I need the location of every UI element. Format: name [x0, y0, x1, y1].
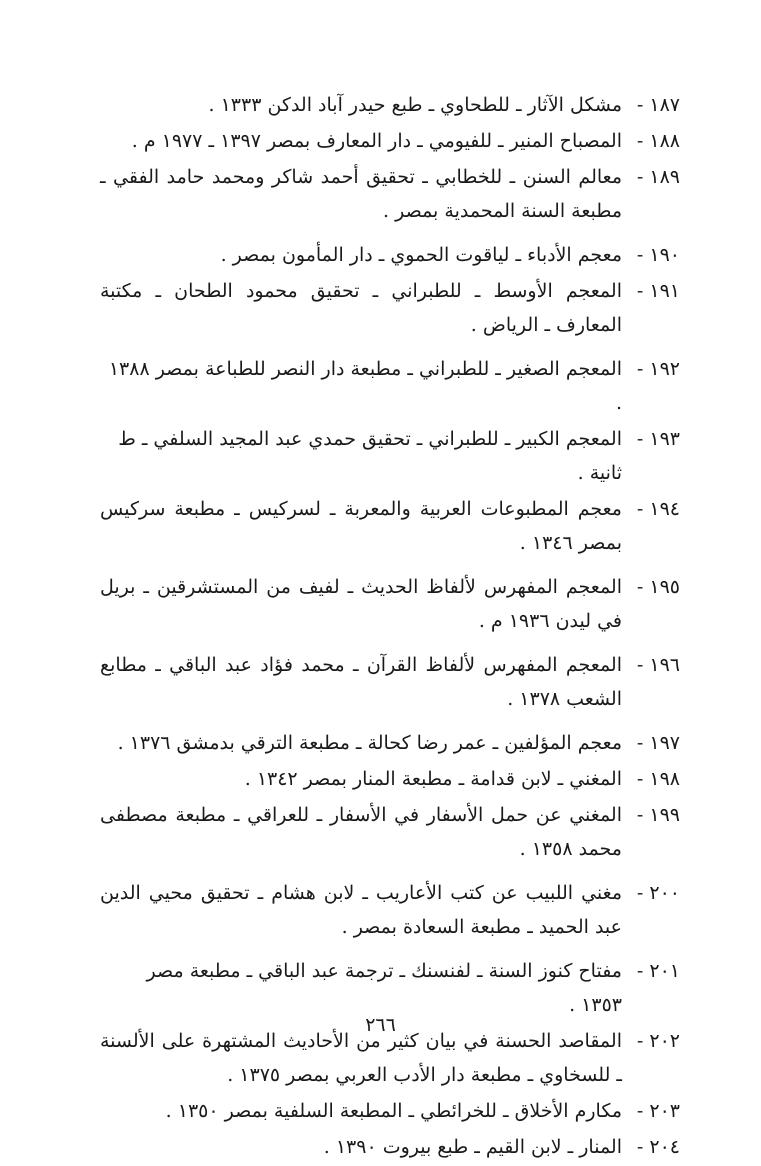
reference-entry-194 — [100, 492, 680, 560]
reference-entry-195 — [100, 570, 680, 638]
reference-entry-197 — [100, 726, 680, 760]
entry-text: معالم السنن ـ للخطابي ـ تحقيق أحمد شاكر ومحمد حامد الفقي ـ مطبعة السنة المحمدية بمصر . — [100, 166, 622, 222]
reference-entry-201 — [100, 954, 680, 1022]
reference-entry-189 — [100, 160, 680, 228]
reference-entry-204 — [100, 1130, 680, 1164]
entry-text: مفتاح كنوز السنة ـ لفنسنك ـ ترجمة عبد الباقي ـ مطبعة مصر ١٣٥٣ . — [146, 960, 622, 1016]
reference-entry-198 — [100, 762, 680, 796]
entry-number: ٢٠٤ - — [636, 1136, 680, 1158]
entry-text: المعجم المفهرس لألفاظ الحديث ـ لفيف من المستشرقين ـ بريل في ليدن ١٩٣٦ م . — [100, 576, 622, 632]
entry-text: المعجم المفهرس لألفاظ القرآن ـ محمد فؤاد عبد الباقي ـ مطابع الشعب ١٣٧٨ . — [100, 654, 622, 710]
entry-number: ٢٠٣ - — [636, 1100, 680, 1122]
reference-entry-203 — [100, 1094, 680, 1128]
entry-number: ١٩٤ - — [636, 498, 680, 520]
entry-number: ١٨٨ - — [636, 130, 680, 152]
reference-entry-196 — [100, 648, 680, 716]
reference-entry-187 — [100, 88, 680, 122]
entry-text: مكارم الأخلاق ـ للخرائطي ـ المطبعة السلفية بمصر ١٣٥٠ . — [165, 1100, 622, 1122]
entry-text: المعجم الأوسط ـ للطبراني ـ تحقيق محمود الطحان ـ مكتبة المعارف ـ الرياض . — [100, 280, 622, 336]
entry-text: المعجم الكبير ـ للطبراني ـ تحقيق حمدي عبد المجيد السلفي ـ ط ثانية . — [118, 428, 622, 484]
reference-entry-188 — [100, 124, 680, 158]
references-list — [100, 88, 680, 1166]
reference-entry-199 — [100, 798, 680, 866]
entry-text: معجم الأدباء ـ لياقوت الحموي ـ دار المأمون بمصر . — [220, 244, 622, 266]
entry-number: ١٩٥ - — [636, 576, 680, 598]
entry-number: ١٨٧ - — [636, 94, 680, 116]
entry-number: ٢٠٢ - — [636, 1030, 680, 1052]
entry-number: ١٩٠ - — [636, 244, 680, 266]
reference-entry-190 — [100, 238, 680, 272]
entry-number: ١٨٩ - — [636, 166, 680, 188]
reference-entry-200 — [100, 876, 680, 944]
entry-number: ١٩٩ - — [636, 804, 680, 826]
entry-number: ١٩١ - — [636, 280, 680, 302]
entry-text: مشكل الآثار ـ للطحاوي ـ طبع حيدر آباد الدكن ١٣٣٣ . — [208, 94, 622, 116]
entry-number: ١٩٢ - — [636, 358, 680, 380]
entry-text: المغني عن حمل الأسفار في الأسفار ـ للعراقي ـ مطبعة مصطفى محمد ١٣٥٨ . — [100, 804, 622, 860]
reference-entry-191 — [100, 274, 680, 342]
entry-text: مغني اللبيب عن كتب الأعاريب ـ لابن هشام ـ تحقيق محيي الدين عبد الحميد ـ مطبعة السعادة بمصر . — [100, 882, 622, 938]
entry-number: ١٩٦ - — [636, 654, 680, 676]
entry-number: ١٩٧ - — [636, 732, 680, 754]
page-number: ٢٦٦ — [365, 1014, 396, 1036]
entry-text: المغني ـ لابن قدامة ـ مطبعة المنار بمصر ١٣٤٢ . — [244, 768, 622, 790]
entry-text: المقاصد الحسنة في بيان كثير من الأحاديث المشتهرة على الألسنة ـ للسخاوي ـ مطبعة دار الأدب العربي بمصر ١٣٧٥ . — [100, 1030, 622, 1086]
entry-text: المصباح المنير ـ للفيومي ـ دار المعارف بمصر ١٣٩٧ ـ ١٩٧٧ م . — [131, 130, 622, 152]
reference-entry-193 — [100, 422, 680, 490]
entry-number: ١٩٣ - — [636, 428, 680, 450]
entry-number: ٢٠٠ - — [636, 882, 680, 904]
entry-text: المنار ـ لابن القيم ـ طبع بيروت ١٣٩٠ . — [323, 1136, 622, 1158]
entry-text: معجم المطبوعات العربية والمعربة ـ لسركيس ـ مطبعة سركيس بمصر ١٣٤٦ . — [100, 498, 622, 554]
entry-text: معجم المؤلفين ـ عمر رضا كحالة ـ مطبعة الترقي بدمشق ١٣٧٦ . — [117, 732, 622, 754]
entry-number: ٢٠١ - — [636, 960, 680, 982]
entry-text: المعجم الصغير ـ للطبراني ـ مطبعة دار النصر للطباعة بمصر ١٣٨٨ . — [108, 358, 622, 414]
reference-entry-192 — [100, 352, 680, 420]
entry-number: ١٩٨ - — [636, 768, 680, 790]
